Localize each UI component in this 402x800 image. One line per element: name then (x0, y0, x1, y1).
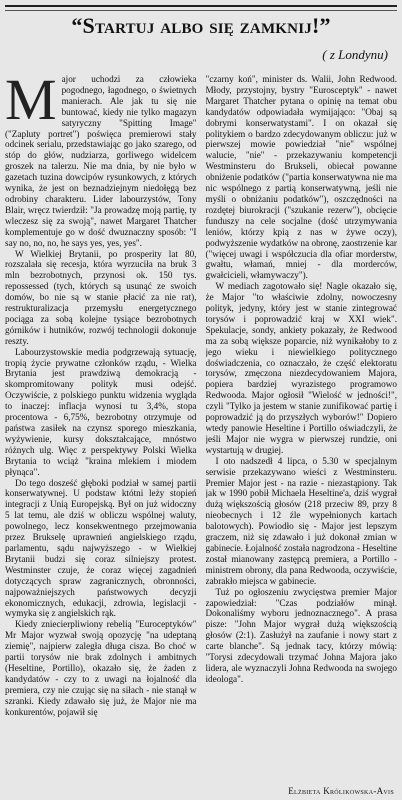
paragraph: Labourzystowskie media podgrzewają sytuację, tropią życie prywatne członków rządu, - Wielka Brytania jest prawdziwą demokracją - skompromitowany polityk musi odejść. Oczywiście, z polskiego punktu widzenia wygląda to inaczej: inflacja wynosi tu 3,4%, stopa procentowa - 6,75%, bezrobotny otrzymuje od państwa zasiłek na czynsz sporego mieszkania, wyżywienie, kursy dokształcające, mnóstwo różnych ulg. Więc z perspektywy Polski Wielka Brytania to wciąż "kraina mlekiem i miodem płynąca". (5, 346, 197, 477)
paragraph: Do tego dosześć głęboki podział w samej partii konserwatywnej. U podstaw któtni leży stopień integracji z Unią Europejską. Był on już widoczny 5 lat temu, ale dziś w obliczu wspólnej waluty, powolnego, lecz konsekwentnego przejmowania przez Brukselę uprawnień angielskiego rządu, parlamentu, sądu najwyższego - w Wielkiej Brytanii budzi się coraz silniejszy protest. Westminster czuje, że coraz więcej zagadnień dotyczących spraw zagranicznych, obronności, najpoważniejszych państwowych decyzji ekonomicznych, edukacji, zdrowia, legislacji - wymyka się z angielskich rąk. (5, 477, 197, 619)
paragraph: W mediach zagotowało się! Nagle okazało się, że Major "to właściwie zdolny, nowoczesny polityk, jedyny, który jest w stanie zintegrować torysów i poprowadzić kraj w XXI wiek". Spekulacje, sondy, ankiety pokazały, że Redwood ma za sobą większe poparcie, niż wynikałoby to z jego wieku i niewielkiego politycznego doświadczenia, co oznaczało, że część elektoratu torysów, zmęczona niezdecydowaniem Majora, popiera bardziej wyrazistego programowo Redwooda. Major ogłosił "Wielość w jedności!", czyli "Tylko ja jestem w stanie zunifikować partię i poprowadzić ją do przyszłych wyborów!" Dopiero wtedy panowie Heseltine i Portillo oświadczyli, że jeśli Major nie wygra w pierwszej rundzie, oni wystartują w drugiej. (205, 281, 397, 455)
paragraph: Tuż po ogłoszeniu zwycięstwa premier Major zapowiedział: "Czas podziałów minął. Dokonaliśmy wyboru jednoznacznego". A prasa pisze: "John Major wygrał dużą większością głosów (2:1). Zasłużył na zaufanie i nowy start z carte blanche". Są jednak tacy, którzy mówią: "Torysi zdecydowali trzymać Johna Majora jako lidera, ale wyznaczyli Johna Redwooda na swojego ideologa". (205, 586, 397, 684)
paragraph: Kiedy zniecierpliwiony rebelią "Euroceptyków" Mr Major wyzwał swoją opozycję "na udeptaną ziemię", najpierw zaległa długa cisza. Bo choć w partii torysów nie brak zdolnych i ambitnych (Heseltine, Portillo), okazało się, że żaden z kandydatów - czy to z uwagi na łojalność dla premiera, czy nie czując się na siłach - nie stanął w szranki. Kiedy zdawało się już, że Major nie ma konkurentów, pojawił się (5, 619, 197, 717)
author-byline: Elżbieta Królikowska-Avis (288, 786, 394, 796)
article-title: “Startuj albo się zamknij!” (71, 13, 331, 38)
top-rule (5, 5, 397, 7)
drop-cap: M (5, 74, 57, 132)
article-body (5, 74, 397, 782)
paragraph: "czarny koń", minister ds. Walii, John Redwood. Młody, przystojny, bystry "Eurosceptyk" - nawet Margaret Thatcher pytana o opinię na temat obu kandydatów odpowiadała wymijająco: "Obaj są dobrymi konserwatystami". I on okazał się politykiem o bardzo zdecydowanym obliczu: już w pierwszej mowie powiedział "nie" wspólnej walucie, "nie" - przekazywaniu kompetencji Westminsteru do Brukseli, obiecał powanne obniżenie podatków ("partia konserwatywna nie ma nic wspólnego z partią konserwatywną, jeśli nie myśli o obniżaniu podatków"), oszczędności na rozdętej biurokracji ("szukanie rezerw"), obcięcie funduszy na cele socjalne (dość utrzymywania leniów, którzy kpią z nas w żywe oczy), podwyższenie wydatków na obronę, zaostrzenie kar ("więcej uwagi i współczucia dla ofiar morderstw, gwałtu, włamań, mniej - dla morderców, gwałcicieli, włamywaczy"). (205, 74, 397, 281)
top-rule-thin (5, 10, 397, 11)
paragraph: Major uchodzi za człowieka pogodnego, łagodnego, o świetnych manierach. Ale jak tu się nie buntować, kiedy nie tylko magazyn satyryczny "Spitting Image" ("Zapluty portret") poświęca premierowi stały odcinek serialu, przedstawiając go jako szarego, od stóp do głów, nudziarza, gorliwego widelcem groszek na talerzu. Nie ma dnia, by nie było w gazetach tuzina dowcipów rysunkowych, z których wynika, że jest on beznadziejnym niedołęgą bez odrobiny charakteru. Lider labourzystów, Tony Blair, wręcz twierdził: "Ja prowadzę moją partię, ty wleczesz się za swoją", nawet Margaret Thatcher komplementuje go w dość dwuznaczny sposób: "I say no, no, no, he says yes, yes, yes". (5, 74, 197, 248)
column-left (5, 74, 197, 782)
dateline: ( z Londynu) (322, 47, 388, 62)
column-right (206, 74, 398, 782)
paragraph: I oto nadszedł 4 lipca, o 5.30 w specjalnym serwisie przekazywano wieści z Westminsteru. Premier Major jest - na razie - niezastąpiony. Tak jak w 1990 pobił Michaela Heseltine'a, dziś wygrał dużą większością głosów (218 przeciw 89, przy 8 nieobecnych i 12 źle wypełnionych kartach balotowych). Powiodło się - Major jest lepszym graczem, niż się zdawało i już dokonał zmian w gabinecie. Łojalność została nagrodzona - Heseltine został mianowany zastępcą premiera, a Portillo - ministrem obrony, dla pana Redwooda, oczywiście, zabrakło miejsca w gabinecie. (205, 455, 397, 586)
paragraph: W Wielkiej Brytanii, po prosperity lat 80, rozszalała się recesja, która wyrzuciła na bruk 3 mln bezrobotnych, przynosi ok. 150 tys. repossessed (tych, których są usunąć ze swoich domów, bo nie są w stanie płacić za nie rat), restrukturalizacja przemysłu energetycznego pociąga za sobą kolejne tysiące bezrobotnych górników i hutników, rozwój technologii dokonuje reszty. (5, 248, 197, 346)
